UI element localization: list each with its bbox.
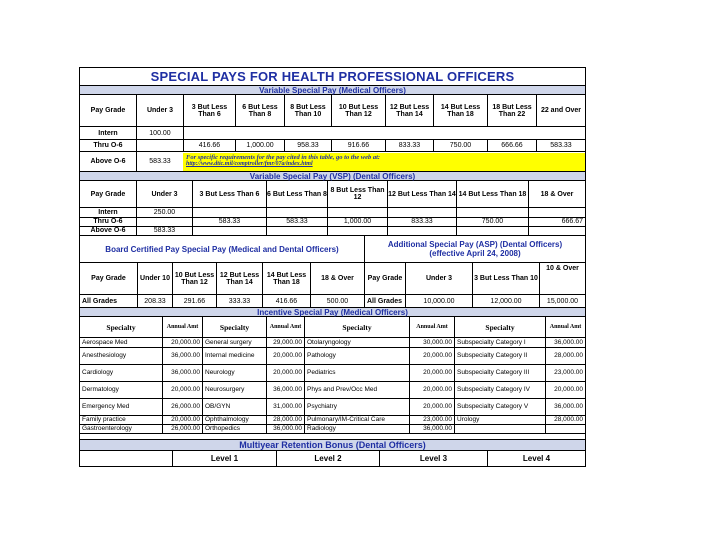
specialty-cell: General surgery xyxy=(202,338,266,347)
specialty-cell: Subspecialty Category V xyxy=(454,398,545,415)
table-row xyxy=(80,226,585,235)
value-cell: 583.33 xyxy=(136,226,192,235)
bcp-asp-headers xyxy=(80,236,585,262)
value-cell: 1,000.00 xyxy=(235,139,284,151)
column-header: 14 But Less Than 18 xyxy=(433,95,487,126)
column-header: 3 But Less Than 10 xyxy=(472,263,539,294)
amount-cell: 36,000.00 xyxy=(545,338,585,347)
isp-column-headers xyxy=(80,317,585,337)
value-cell: 291.66 xyxy=(172,295,216,307)
column-header: 8 But Less Than 10 xyxy=(284,95,331,126)
amount-cell: 20,000.00 xyxy=(409,347,454,364)
column-header: Specialty xyxy=(106,322,136,332)
column-header: 14 But Less Than 18 xyxy=(262,263,310,294)
vsp-medical-column-headers xyxy=(80,95,585,126)
amount-cell: 36,000.00 xyxy=(409,424,454,433)
table-row xyxy=(80,347,585,365)
column-header: Under 3 xyxy=(405,263,472,294)
specialty-cell: Phys and Prev/Occ Med xyxy=(304,381,409,398)
amount-cell: 28,000.00 xyxy=(266,415,304,424)
specialty-cell: Internal medicine xyxy=(202,347,266,364)
value-cell: 416.66 xyxy=(183,139,235,151)
level-label: Level 4 xyxy=(487,451,585,466)
value-cell: 583.33 xyxy=(266,217,327,226)
value-cell: 750.00 xyxy=(456,217,528,226)
amount-cell: 31,000.00 xyxy=(266,398,304,415)
amount-cell: 36,000.00 xyxy=(545,398,585,415)
column-header: Under 3 xyxy=(136,95,183,126)
column-header: 18 & Over xyxy=(528,181,585,207)
column-header: Under 10 xyxy=(137,263,172,294)
level-label: Level 1 xyxy=(172,451,276,466)
specialty-cell: Subspecialty Category IV xyxy=(454,381,545,398)
amount-cell: 36,000.00 xyxy=(162,347,202,364)
mrb-dental-header: Multiyear Retention Bonus (Dental Officers) xyxy=(80,439,585,451)
column-header: Pay Grade xyxy=(364,263,405,294)
specialty-cell: Neurology xyxy=(202,364,266,381)
column-header: 10 But Less Than 12 xyxy=(331,95,385,126)
amount-cell: 36,000.00 xyxy=(266,424,304,433)
page-title: SPECIAL PAYS FOR HEALTH PROFESSIONAL OFFICERS xyxy=(150,69,515,84)
value-cell xyxy=(136,217,192,226)
amount-cell: 20,000.00 xyxy=(266,347,304,364)
amount-cell: 36,000.00 xyxy=(162,364,202,381)
column-header: 10 & Over xyxy=(539,263,585,294)
amount-cell: 20,000.00 xyxy=(409,364,454,381)
amount-cell: 20,000.00 xyxy=(162,381,202,398)
amount-cell: 28,000.00 xyxy=(545,347,585,364)
column-header: 12 But Less Than 14 xyxy=(387,181,456,207)
column-header: Specialty xyxy=(304,317,409,337)
vsp-dental-header: Variable Special Pay (VSP) (Dental Officers) xyxy=(80,171,585,181)
value-cell: 666.67 xyxy=(528,217,585,226)
value-cell: 666.66 xyxy=(487,139,536,151)
specialty-cell: Ophthalmology xyxy=(202,415,266,424)
value-cell: 416.66 xyxy=(262,295,310,307)
column-header: Under 3 xyxy=(136,181,192,207)
amount-cell: 23,000.00 xyxy=(545,364,585,381)
note-text: For specific requirements for the pay cited in this table, go to the web at: xyxy=(186,154,381,161)
amount-cell: 28,000.00 xyxy=(545,415,585,424)
value-cell xyxy=(136,139,183,151)
value-cell: 916.66 xyxy=(331,139,385,151)
value-cell: 500.00 xyxy=(310,295,364,307)
grade-label: Thru O-6 xyxy=(93,218,123,225)
grade-label: Above O-6 xyxy=(90,157,126,165)
specialty-cell: Pulmonary/IM-Critical Care xyxy=(304,415,409,424)
vsp-dental-column-headers xyxy=(80,181,585,207)
bcp-asp-column-headers xyxy=(80,263,585,294)
column-header: 3 But Less Than 6 xyxy=(192,181,266,207)
value-cell: 583.33 xyxy=(136,151,183,171)
asp-header: Additional Special Pay (ASP) (Dental Officers) xyxy=(387,240,563,249)
amount-cell: 20,000.00 xyxy=(266,364,304,381)
specialty-cell: Neurosurgery xyxy=(202,381,266,398)
note-link[interactable]: http://www.dtic.mil/comptroller/fmr/07a/index.html xyxy=(186,161,313,167)
specialty-cell: Radiology xyxy=(304,424,409,433)
grade-label: All Grades xyxy=(82,297,118,305)
specialty-cell: Pediatrics xyxy=(304,364,409,381)
value-cell: 958.33 xyxy=(284,139,331,151)
grade-label: Above O-6 xyxy=(90,227,126,234)
column-header: 6 But Less Than 8 xyxy=(235,95,284,126)
specialty-cell: Psychiatry xyxy=(304,398,409,415)
column-header: 18 But Less Than 22 xyxy=(487,95,536,126)
column-header: Annual Amt xyxy=(409,317,454,337)
column-header: Annual Amt xyxy=(545,317,585,337)
column-header: 14 But Less Than 18 xyxy=(456,181,528,207)
amount-cell: 23,000.00 xyxy=(409,415,454,424)
value-cell: 10,000.00 xyxy=(405,295,472,307)
table-row xyxy=(80,295,585,307)
column-header: Specialty xyxy=(454,317,545,337)
table-row xyxy=(80,381,585,399)
level-label: Level 3 xyxy=(379,451,487,466)
grade-label: Thru O-6 xyxy=(93,141,123,149)
specialty-cell: Pathology xyxy=(304,347,409,364)
column-header: Pay Grade xyxy=(90,190,126,198)
isp-medical-header: Incentive Special Pay (Medical Officers) xyxy=(80,307,585,317)
amount-cell: 20,000.00 xyxy=(545,381,585,398)
column-header: Specialty xyxy=(202,317,266,337)
column-header: 6 But Less Than 8 xyxy=(266,181,327,207)
specialty-cell: Subspecialty Category III xyxy=(454,364,545,381)
amount-cell: 20,000.00 xyxy=(409,381,454,398)
special-pays-table xyxy=(79,67,586,467)
value-cell: 12,000.00 xyxy=(472,295,539,307)
column-header: Annual Amt xyxy=(266,317,304,337)
value-cell: 333.33 xyxy=(216,295,262,307)
amount-cell: 30,000.00 xyxy=(409,338,454,347)
column-header: 12 But Less Than 14 xyxy=(216,263,262,294)
mrb-levels-row xyxy=(80,451,585,466)
amount-cell: 20,000.00 xyxy=(162,338,202,347)
specialty-cell: Subspecialty Category I xyxy=(454,338,545,347)
table-row xyxy=(80,364,585,382)
value-cell: 15,000.00 xyxy=(539,295,585,307)
amount-cell: 29,000.00 xyxy=(266,338,304,347)
specialty-cell: Family practice xyxy=(82,416,126,423)
grade-label: Intern xyxy=(98,209,118,216)
value-cell: 583.33 xyxy=(536,139,585,151)
value-cell: 750.00 xyxy=(433,139,487,151)
column-header: 22 and Over xyxy=(536,95,585,126)
level-label: Level 2 xyxy=(276,451,379,466)
column-header: 12 But Less Than 14 xyxy=(385,95,433,126)
grade-label: All Grades xyxy=(364,295,405,307)
specialty-cell: Aerospace Med xyxy=(82,339,128,346)
amount-cell: 26,000.00 xyxy=(162,424,202,433)
web-reference-note xyxy=(183,153,585,171)
column-header: 10 But Less Than 12 xyxy=(172,263,216,294)
specialty-cell xyxy=(454,424,545,433)
asp-header-cell xyxy=(364,236,585,262)
value-cell: 100.00 xyxy=(136,127,183,139)
column-header: Pay Grade xyxy=(91,275,126,282)
column-header: 8 But Less Than 12 xyxy=(327,181,387,207)
value-cell: 583.33 xyxy=(192,217,266,226)
amount-cell: 36,000.00 xyxy=(266,381,304,398)
amount-cell xyxy=(545,424,585,433)
specialty-cell: Dermatology xyxy=(82,386,119,393)
vsp-medical-header: Variable Special Pay (Medical Officers) xyxy=(80,85,585,95)
board-certified-header: Board Certified Pay Special Pay (Medical and Dental Officers) xyxy=(105,244,339,254)
specialty-cell: Subspecialty Category II xyxy=(454,347,545,364)
specialty-cell: Cardiology xyxy=(82,369,114,376)
specialty-cell: Anesthesiology xyxy=(82,352,127,359)
amount-cell: 20,000.00 xyxy=(162,415,202,424)
grade-label: Intern xyxy=(98,129,118,137)
specialty-cell: Emergency Med xyxy=(82,403,130,410)
amount-cell: 26,000.00 xyxy=(162,398,202,415)
value-cell: 833.33 xyxy=(387,217,456,226)
value-cell: 208.33 xyxy=(137,295,172,307)
value-cell: 1,000.00 xyxy=(327,217,387,226)
table-row xyxy=(80,398,585,416)
column-header: Pay Grade xyxy=(90,107,126,114)
column-header: Annual Amt xyxy=(162,317,202,337)
column-header: 18 & Over xyxy=(310,263,364,294)
specialty-cell: Orthopedics xyxy=(202,424,266,433)
specialty-cell: OB/GYN xyxy=(202,398,266,415)
asp-subheader: (effective April 24, 2008) xyxy=(429,249,521,258)
specialty-cell: Urology xyxy=(454,415,545,424)
amount-cell: 20,000.00 xyxy=(409,398,454,415)
column-header: 3 But Less Than 6 xyxy=(183,95,235,126)
table-row xyxy=(80,424,585,434)
specialty-cell: Gastroenterology xyxy=(82,425,132,432)
value-cell: 833.33 xyxy=(385,139,433,151)
value-cell: 250.00 xyxy=(136,208,192,217)
specialty-cell: Otolaryngology xyxy=(304,338,409,347)
